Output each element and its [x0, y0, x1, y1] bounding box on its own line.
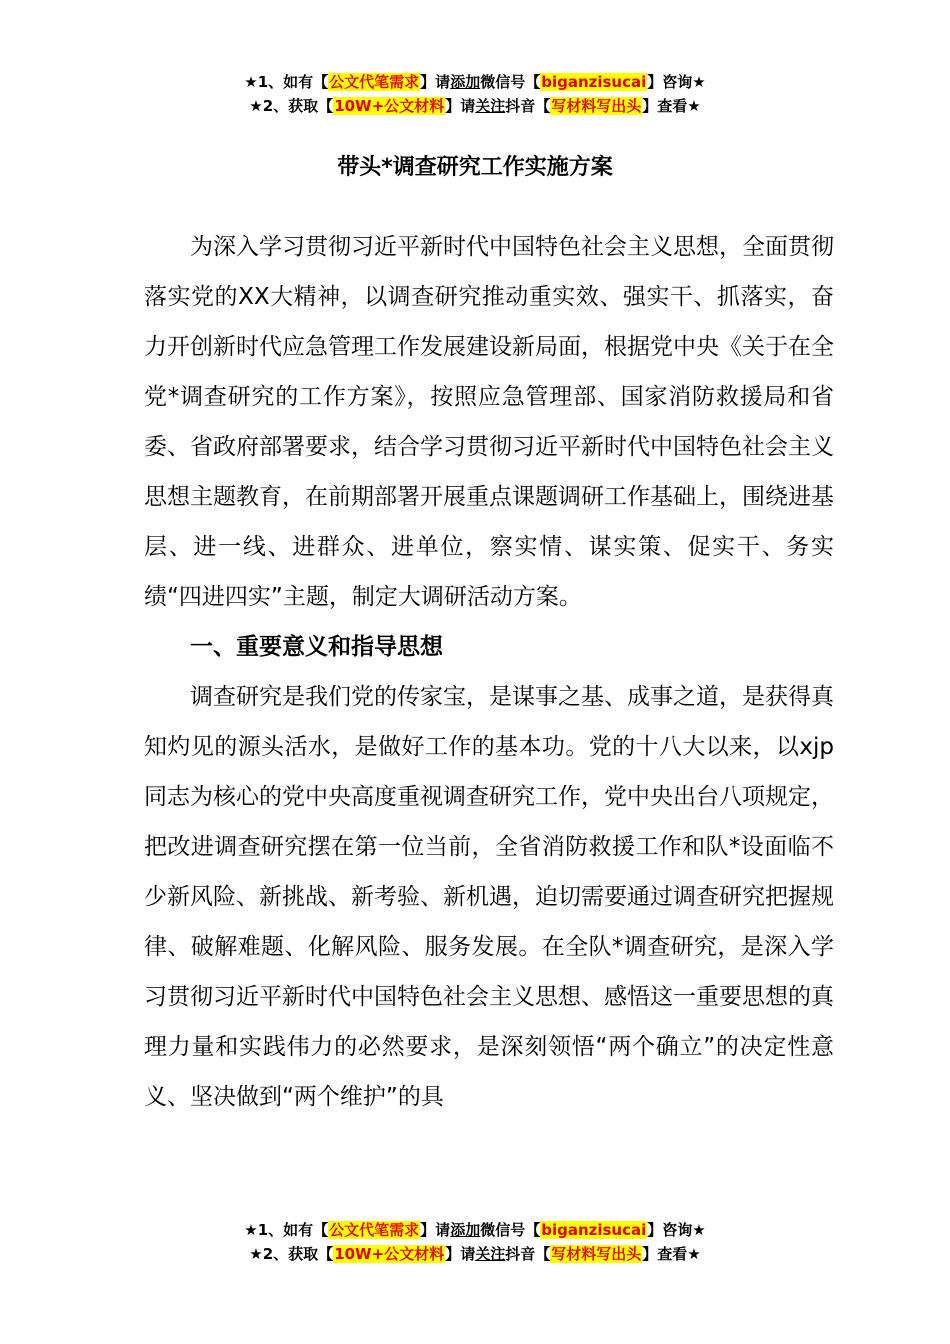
section-paragraph: 调查研究是我们党的传家宝，是谋事之基、成事之道，是获得真知灼见的源头活水，是做好工作的基本功。党的十八大以来，以xjp同志为核心的党中央高度重视调查研究工作，党中央出台八项规定，把改进调查研究摆在第一位当前，全省消防救援工作和队*设面临不少新风险、新挑战、新考验、新机遇，迫切需要通过调查研究把握规律、破解难题、化解风险、服务发展。在全队*调查研究，是深入学习贯彻习近平新时代中国特色社会主义思想、感悟这一重要思想的真理力量和实践伟力的必然要求，是深刻领悟“两个确立”的决定性意义、坚决做到“两个维护”的具: [144, 684, 834, 1110]
footer-banner: [0, 1218, 950, 1266]
section-heading: 一、重要意义和指导思想: [190, 634, 443, 660]
highlight-douyin: 写材料写出头: [551, 97, 642, 115]
highlight-materials: 10W+公文材料: [334, 1245, 445, 1263]
footer-line-2: ★2、获取【10W+公文材料】请关注抖音【写材料写出头】查看★: [249, 1245, 701, 1263]
banner-line-1: ★1、如有【公文代笔需求】请添加微信号【biganzisucai】咨询★: [244, 73, 706, 91]
highlight-douyin: 写材料写出头: [551, 1245, 642, 1263]
highlight-materials: 10W+公文材料: [334, 97, 445, 115]
highlight-service: 公文代笔需求: [329, 73, 420, 91]
highlight-service: 公文代笔需求: [329, 1221, 420, 1239]
banner-line-2: ★2、获取【10W+公文材料】请关注抖音【写材料写出头】查看★: [249, 97, 701, 115]
header-banner: [0, 70, 950, 118]
highlight-wechat-id: biganzisucai: [541, 1221, 647, 1239]
document-title: 带头*调查研究工作实施方案: [337, 155, 613, 180]
document-body: [144, 222, 834, 1122]
intro-paragraph: 为深入学习贯彻习近平新时代中国特色社会主义思想，全面贯彻落实党的XX大精神，以调查研究推动重实效、强实干、抓落实，奋力开创新时代应急管理工作发展建设新局面，根据党中央《关于在全党*调查研究的工作方案》，按照应急管理部、国家消防救援局和省委、省政府部署要求，结合学习贯彻习近平新时代中国特色社会主义思想主题教育，在前期部署开展重点课题调研工作基础上，围绕进基层、进一线、进群众、进单位，察实情、谋实策、促实干、务实绩“四进四实”主题，制定大调研活动方案。: [144, 234, 834, 610]
footer-line-1: ★1、如有【公文代笔需求】请添加微信号【biganzisucai】咨询★: [244, 1221, 706, 1239]
highlight-wechat-id: biganzisucai: [541, 73, 647, 91]
